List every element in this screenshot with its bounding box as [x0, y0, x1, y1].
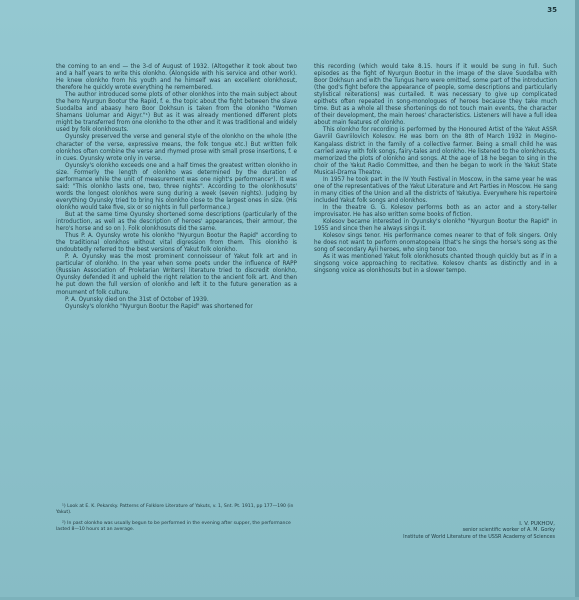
- footnote: ²) In past olonkho was usually begun to be performed in the evening after supper, the performance lasted 8—10 hours at an average.: [56, 521, 291, 532]
- paragraph: Thus P. A. Oyunsky wrote his olonkho "Nyurgun Bootur the Rapid" according to the traditional olonkhos without vital digression from them. This olonkho is undoubtedly referred to the best versions of Yakut folk olonkho.: [56, 233, 297, 254]
- paragraph: P. A. Oyunsky was the most prominent connoisseur of Yakut folk art and in particular of olonkho. In the year when some poets under the influence of RAPP (Russian Association of Proletarian Writers) literature tried to discredit olonkho, Oyunsky defended it and upheld the right relation to the ancient folk art. And then he put down the full version of olonkho and left it to the future generation as a monument of folk culture.: [56, 254, 297, 296]
- paragraph: Oyunsky's olonkho exceeds one and a half times the greatest written olonkho in size. Formerly the length of olonkho was determined by the duration of performance while the unit of measurement was one night's performance²). It was said: "This olonkho lasts one, two, three nights". According to the olonkhosuts' words the longest olonkhos were sung during a week (seven nights). Judging by everything Oyunsky tried to bring his olonkho close to the largest ones in size. (His olonkho would take five, six or so nights in full performance.): [56, 162, 297, 211]
- author-name: I. V. PUKHOV,: [519, 521, 555, 527]
- paragraph: The author introduced some plots of other olonkhos into the main subject about the hero Nyurgun Bootur the Rapid, f. e. the topic about the fight between the slave Suodalba and abaasy hero Boor Dokhsun is taken from the olonkho "Women Shamans Uolumar and Aigyr."¹) But as it was already mentioned different plots might be transferred from one olonkho to the other and it was traditional and widely used by folk olonkhosuts.: [56, 92, 298, 134]
- paragraph: Oyunsky's olonkho "Nyurgun Bootur the Rapid" was shortened for: [65, 303, 253, 310]
- paragraph: This olonkho for recording is performed by the Honoured Artist of the Yakut ASSR Gavriil Gavriilovich Kolesov. He was born on the 8th of March 1932 in Megino-Kangalass district in the family of a collective farmer. Being a small child he was carried away with folk songs, fairy-tales and olonkho. He listened to the olonkhosuts, memorized the plots of olonkho and songs. At the age of 18 he began to sing in the choir of the Yakut Radio Committee, and then he began to work in the Yakut State Musical-Drama Theatre.: [314, 127, 557, 176]
- paragraph: In the theatre G. G. Kolesov performs both as an actor and a story-teller improvisator. He has also written some books of fiction.: [314, 204, 557, 218]
- paragraph: Oyunsky preserved the verse and general style of the olonkho on the whole (the character of the verse, expressive means, the folk tongue etc.) But written folk olonkhos often combine the verse and rhymed prose with small prose insertions, f. e in cues. Oyunsky wrote only in verse.: [56, 134, 297, 162]
- author-signature: [295, 521, 555, 540]
- right-column: [314, 64, 557, 275]
- author-title: senior scientific worker of A. M. Gorky: [462, 527, 555, 534]
- paragraph: this recording (which would take 8.15. hours if it would be sung in full. Such episodes as the fight of Nyurgun Bootur in the image of the slave Suodalba with Boor Dokhsun and with the Tungus hero were omitted, some part of the introduction (the god's fight before the appearance of people, some descriptions and particularly stylistical reiterations) was curtailed. It was necessary to give up complicated epithets often repeated in song-monologues of heroes because they take much time. But as a whole all these shortenings do not touch main events, the character of their development, the main heroes' characteristics. Listeners will have a full idea about main features of olonkho.: [314, 64, 557, 127]
- paragraph: the coming to an end — the 3-d of August of 1932. (Altogether it took about two and a half years to write this olonkho. (Alongside with his service and other work). He knew olonkho from his youth and he himself was an excellent olonkhosut, therefore he quickly wrote everything he remembered.: [56, 64, 297, 92]
- page-edge-right: [575, 0, 579, 600]
- paragraph: P. A. Oyunsky died on the 31st of October of 1939.: [65, 296, 209, 303]
- footnotes: [56, 504, 297, 538]
- page-number: 35: [547, 6, 557, 14]
- footnote: ¹) Look at E. K. Pekarsky. Patterns of Folklore Literature of Yakuts, v. 1, Snt. Pt. 1911, pp 177—190 (in Yakut).: [56, 504, 294, 515]
- author-institution: Institute of World Literature of the USSR Academy of Sciences: [403, 533, 555, 540]
- paragraph: In 1957 he took part in the IV Youth Festival in Moscow, in the same year he was one of the representatives of the Yakut Literature and Art Parties in Moscow. He sang in many cities of the Union and all the districts of Yakutiya. Everywhere his repertoire included Yakut folk songs and olonkhos.: [314, 176, 557, 204]
- left-column: [56, 64, 297, 311]
- paragraph: Kolesov became interested in Oyunsky's olonkho "Nyurgun Bootur the Rapid" in 1955 and since then he always sings it.: [314, 219, 557, 233]
- paragraph: But at the same time Oyunsky shortened some descriptions (particularly of the introduction, as well as the description of heroes' appearances, their armour, the hero's horse and so on ). Folk olonkhosuts did the same.: [56, 211, 297, 233]
- paragraph: Kolesov sings tenor. His performance comes nearer to that of folk singers. Only he does not want to perform onomatopoeia (that's he sings the horse's song as the song of secondary Ayii heroes, who sing tenor too.: [314, 233, 557, 254]
- paragraph: As it was mentioned Yakut folk olonkhosuts chanted though quickly but as if in a singsong voice approaching to recitative. Kolesov chants as distinctly and in a singsong voice as olonkhosuts but in a slower tempo.: [314, 254, 557, 275]
